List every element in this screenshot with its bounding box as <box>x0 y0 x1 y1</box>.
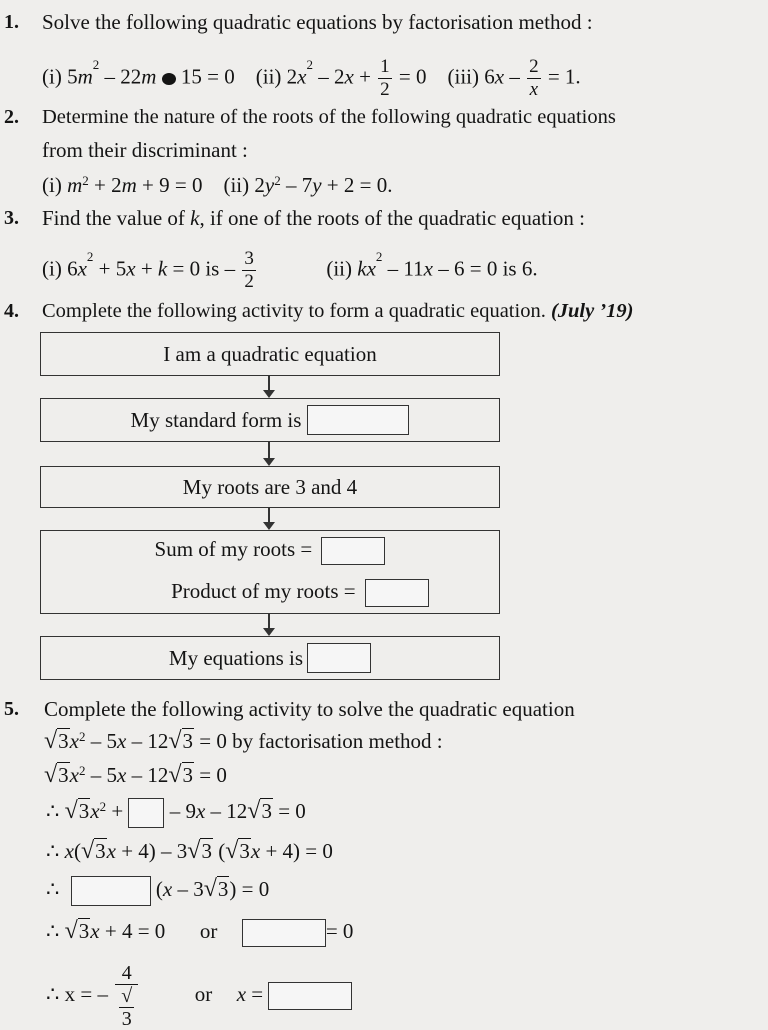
q5-by-factorisation: = 0 by factorisation method : <box>199 729 443 753</box>
q1-iii-fraction: $\frac{2}{x}$ <box>529 56 539 100</box>
q1-ii-fraction: $\frac{1}{2}$ <box>380 56 390 100</box>
q2-i-tail: + 9 = 0 <box>142 173 203 197</box>
q3-ii-tail: – 6 = 0 is 6. <box>438 256 538 281</box>
therefore-symbol: ∴ <box>46 981 60 1006</box>
or-label: or <box>194 981 213 1006</box>
q1-ii-d: = 0 <box>398 64 427 89</box>
q1-iii-d: = 1. <box>547 64 581 89</box>
q1-iii-b: – <box>509 64 520 89</box>
therefore-symbol: ∴ <box>46 839 60 863</box>
q1-ii-label: (ii) <box>255 64 282 89</box>
q1-number: 1. <box>4 11 19 33</box>
q4-number: 4. <box>4 300 19 322</box>
q1-i-a: 5 <box>67 64 78 89</box>
sum-of-roots-label: Sum of my roots = <box>154 536 313 561</box>
flow-box-quadratic <box>40 332 500 376</box>
q3-text-post: , if one of the roots of the quadratic equation : <box>199 206 585 230</box>
q3-ii-label: (ii) <box>326 256 353 281</box>
sum-of-roots-blank[interactable] <box>321 537 385 565</box>
q1-iii-label: (iii) <box>447 64 480 89</box>
q5-number: 5. <box>4 698 19 720</box>
flow-box-standard-form-label: My standard form is <box>130 407 302 432</box>
flow-box-sum-product <box>40 530 500 614</box>
flow-box-roots-label: My roots are 3 and 4 <box>182 474 358 499</box>
standard-form-blank[interactable] <box>307 405 409 435</box>
q2-i-label: (i) <box>42 173 62 197</box>
flow-arrow-2 <box>268 442 270 464</box>
therefore-symbol: ∴ <box>46 919 60 943</box>
flow-arrow-4 <box>268 614 270 634</box>
q5-eq-line5: ∴ (x – 3√3) = 0 <box>46 876 269 906</box>
q4-tag: (July ’19) <box>550 300 634 322</box>
step5-blank[interactable] <box>71 876 151 906</box>
q1-i-b: – 22 <box>104 64 142 89</box>
q2-text-line2: from their discriminant : <box>42 138 248 162</box>
q1-text: Solve the following quadratic equations by factorisation method : <box>42 10 593 34</box>
q4-text-main: Complete the following activity to form a quadratic equation. <box>42 300 546 322</box>
ink-blot <box>162 73 176 85</box>
flow-box-equation <box>40 636 500 680</box>
q5-eq-line3: ∴ $√3x^2$ + – 9x – 12√3 = 0 <box>46 798 306 828</box>
q2-number: 2. <box>4 106 19 128</box>
q5-eq-line4: ∴ x(√3x + 4) – 3√3 (√3x + 4) = 0 <box>46 838 333 864</box>
q1-equations: (i) $5m^2 - 22m$ 15 = 0 (ii) $2x^2 - 2x$ + $\frac{1}{2}$ = 0 (iii) 6x – $\frac{2}{x}$ = 1. <box>42 56 581 100</box>
q5-eq-line2: $√3x^2 - 5x - 12√3 = 0$ <box>44 762 227 788</box>
q3-equations: (i) $6x^2 + 5x + k = 0$ is – $\frac{3}{2}$ (ii) $kx^2 - 11x - 6 = 0$ is 6. <box>42 248 538 292</box>
q5-eq-line7: ∴ x = – 4 √ 3 or x = <box>46 962 352 1030</box>
q5-eq-line6: ∴ √3x + 4 = 0 or = 0 <box>46 918 353 947</box>
q3-i-fraction: $\frac{3}{2}$ <box>244 248 254 292</box>
q1-iii-a: 6 <box>484 64 495 89</box>
product-of-roots-label: Product of my roots = <box>171 579 356 603</box>
flow-box-quadratic-label: I am a quadratic equation <box>163 341 377 366</box>
q1-i-label: (i) <box>42 64 62 89</box>
q3-text: Find the value of k, if one of the roots of the quadratic equation : <box>42 206 585 230</box>
flow-arrow-1 <box>268 376 270 396</box>
step6-blank[interactable] <box>242 919 326 947</box>
q5-eq-line1: $√3x^2 - 5x - 12√3 = 0$ by factorisation method : <box>44 728 443 754</box>
q3-text-pre: Find the value of <box>42 206 185 230</box>
final-answer-blank[interactable] <box>268 982 352 1010</box>
q2-equations: (i) $m^2 + 2m + 9 = 0$ (ii) $2y^2 - 7y + 2 = 0$. <box>42 173 393 197</box>
q2-text-line1: Determine the nature of the roots of the following quadratic equations <box>42 106 616 128</box>
or-label: or <box>199 919 218 943</box>
q3-i-label: (i) <box>42 256 62 281</box>
therefore-symbol: ∴ <box>46 799 60 823</box>
q1-ii-c: + <box>359 64 371 89</box>
q3-i-tail: = 0 is – <box>172 256 236 281</box>
q2-ii-tail: + 2 = 0. <box>326 173 393 197</box>
step3-blank[interactable] <box>128 798 164 828</box>
q4-text <box>42 298 634 324</box>
q1-ii-b: – 2 <box>318 64 345 89</box>
q1-i-c: 15 = 0 <box>180 64 235 89</box>
q2-ii-label: (ii) <box>223 173 250 197</box>
q5-fraction: 4 √ 3 <box>115 962 138 1030</box>
q5-text: Complete the following activity to solve the quadratic equation <box>44 697 575 721</box>
flow-box-standard-form <box>40 398 500 442</box>
q1-ii-a: 2 <box>286 64 298 89</box>
q3-number: 3. <box>4 207 19 229</box>
flow-box-roots <box>40 466 500 508</box>
therefore-symbol: ∴ <box>46 877 60 901</box>
flow-box-equation-label: My equations is <box>168 645 304 670</box>
product-of-roots-blank[interactable] <box>365 579 429 607</box>
flow-arrow-3 <box>268 508 270 528</box>
equation-blank[interactable] <box>307 643 371 673</box>
x-equals-label: x = – <box>64 981 108 1006</box>
